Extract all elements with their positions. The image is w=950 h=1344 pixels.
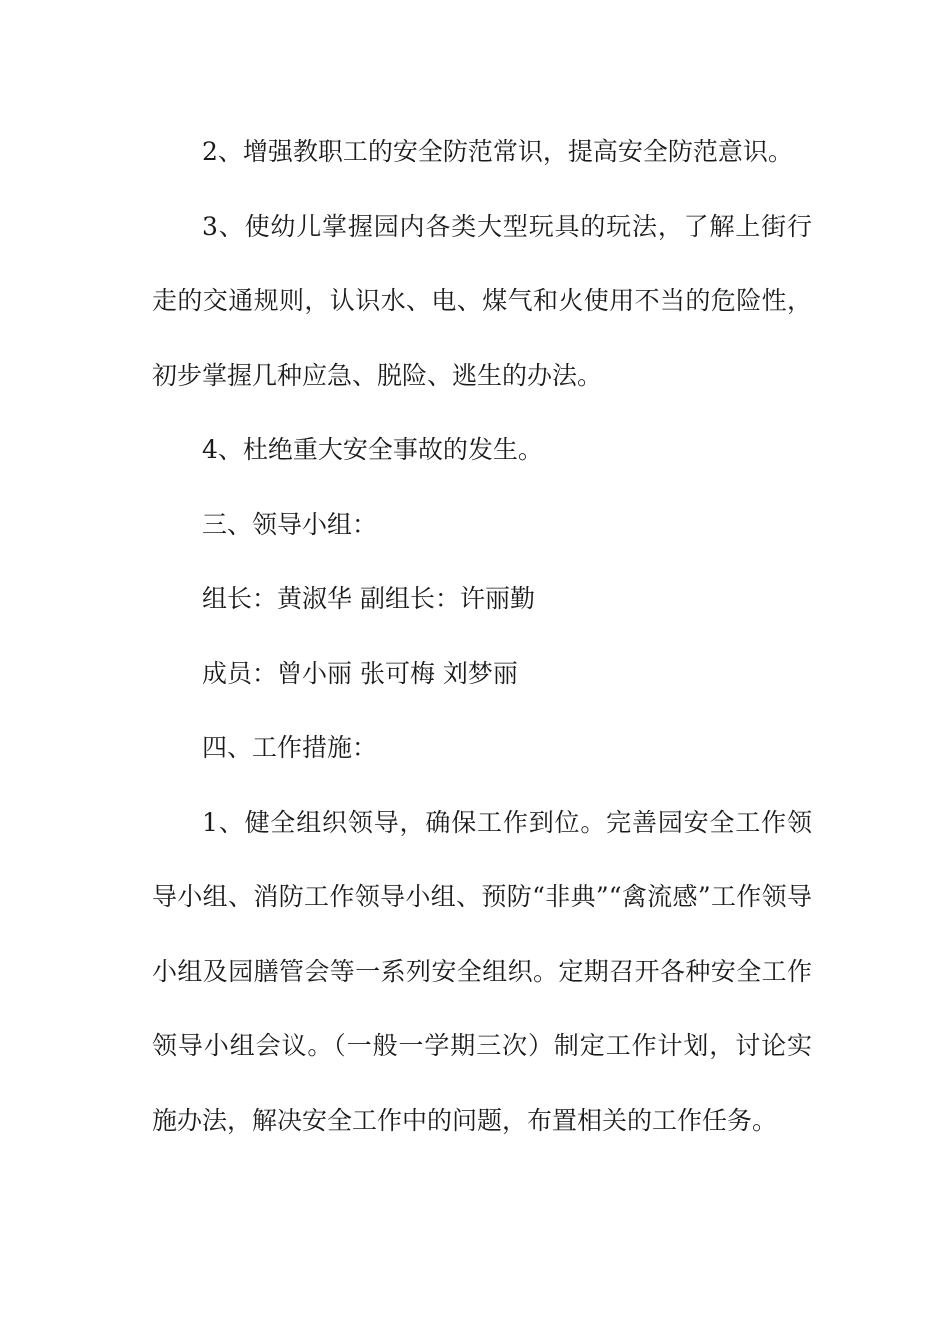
section-heading-measures: 四、工作措施： <box>202 733 378 762</box>
paragraph-leaders: 组长：黄淑华 副组长：许丽勤 <box>202 584 535 613</box>
paragraph-goal-2: 2、增强教职工的安全防范常识，提高安全防范意识。 <box>202 137 793 166</box>
section-heading-leadership: 三、领导小组： <box>202 509 378 539</box>
paragraph-members: 成员：曾小丽 张可梅 刘梦丽 <box>202 658 518 688</box>
document-body <box>152 115 812 1158</box>
paragraph-goal-4: 4、杜绝重大安全事故的发生。 <box>202 435 543 464</box>
paragraph-goal-3: 3、使幼儿掌握园内各类大型玩具的玩法，了解上街行走的交通规则，认识水、电、煤气和火使用不当的危险性，初步掌握几种应急、脱险、逃生的办法。 <box>152 211 812 390</box>
paragraph-measure-1: 1、健全组织领导，确保工作到位。完善园安全工作领导小组、消防工作领导小组、预防“非典”“禽流感”工作领导小组及园膳管会等一系列安全组织。定期召开各种安全工作领导小组会议。（一般一学期三次）制定工作计划，讨论实施办法，解决安全工作中的问题，布置相关的工作任务。 <box>152 807 812 1135</box>
